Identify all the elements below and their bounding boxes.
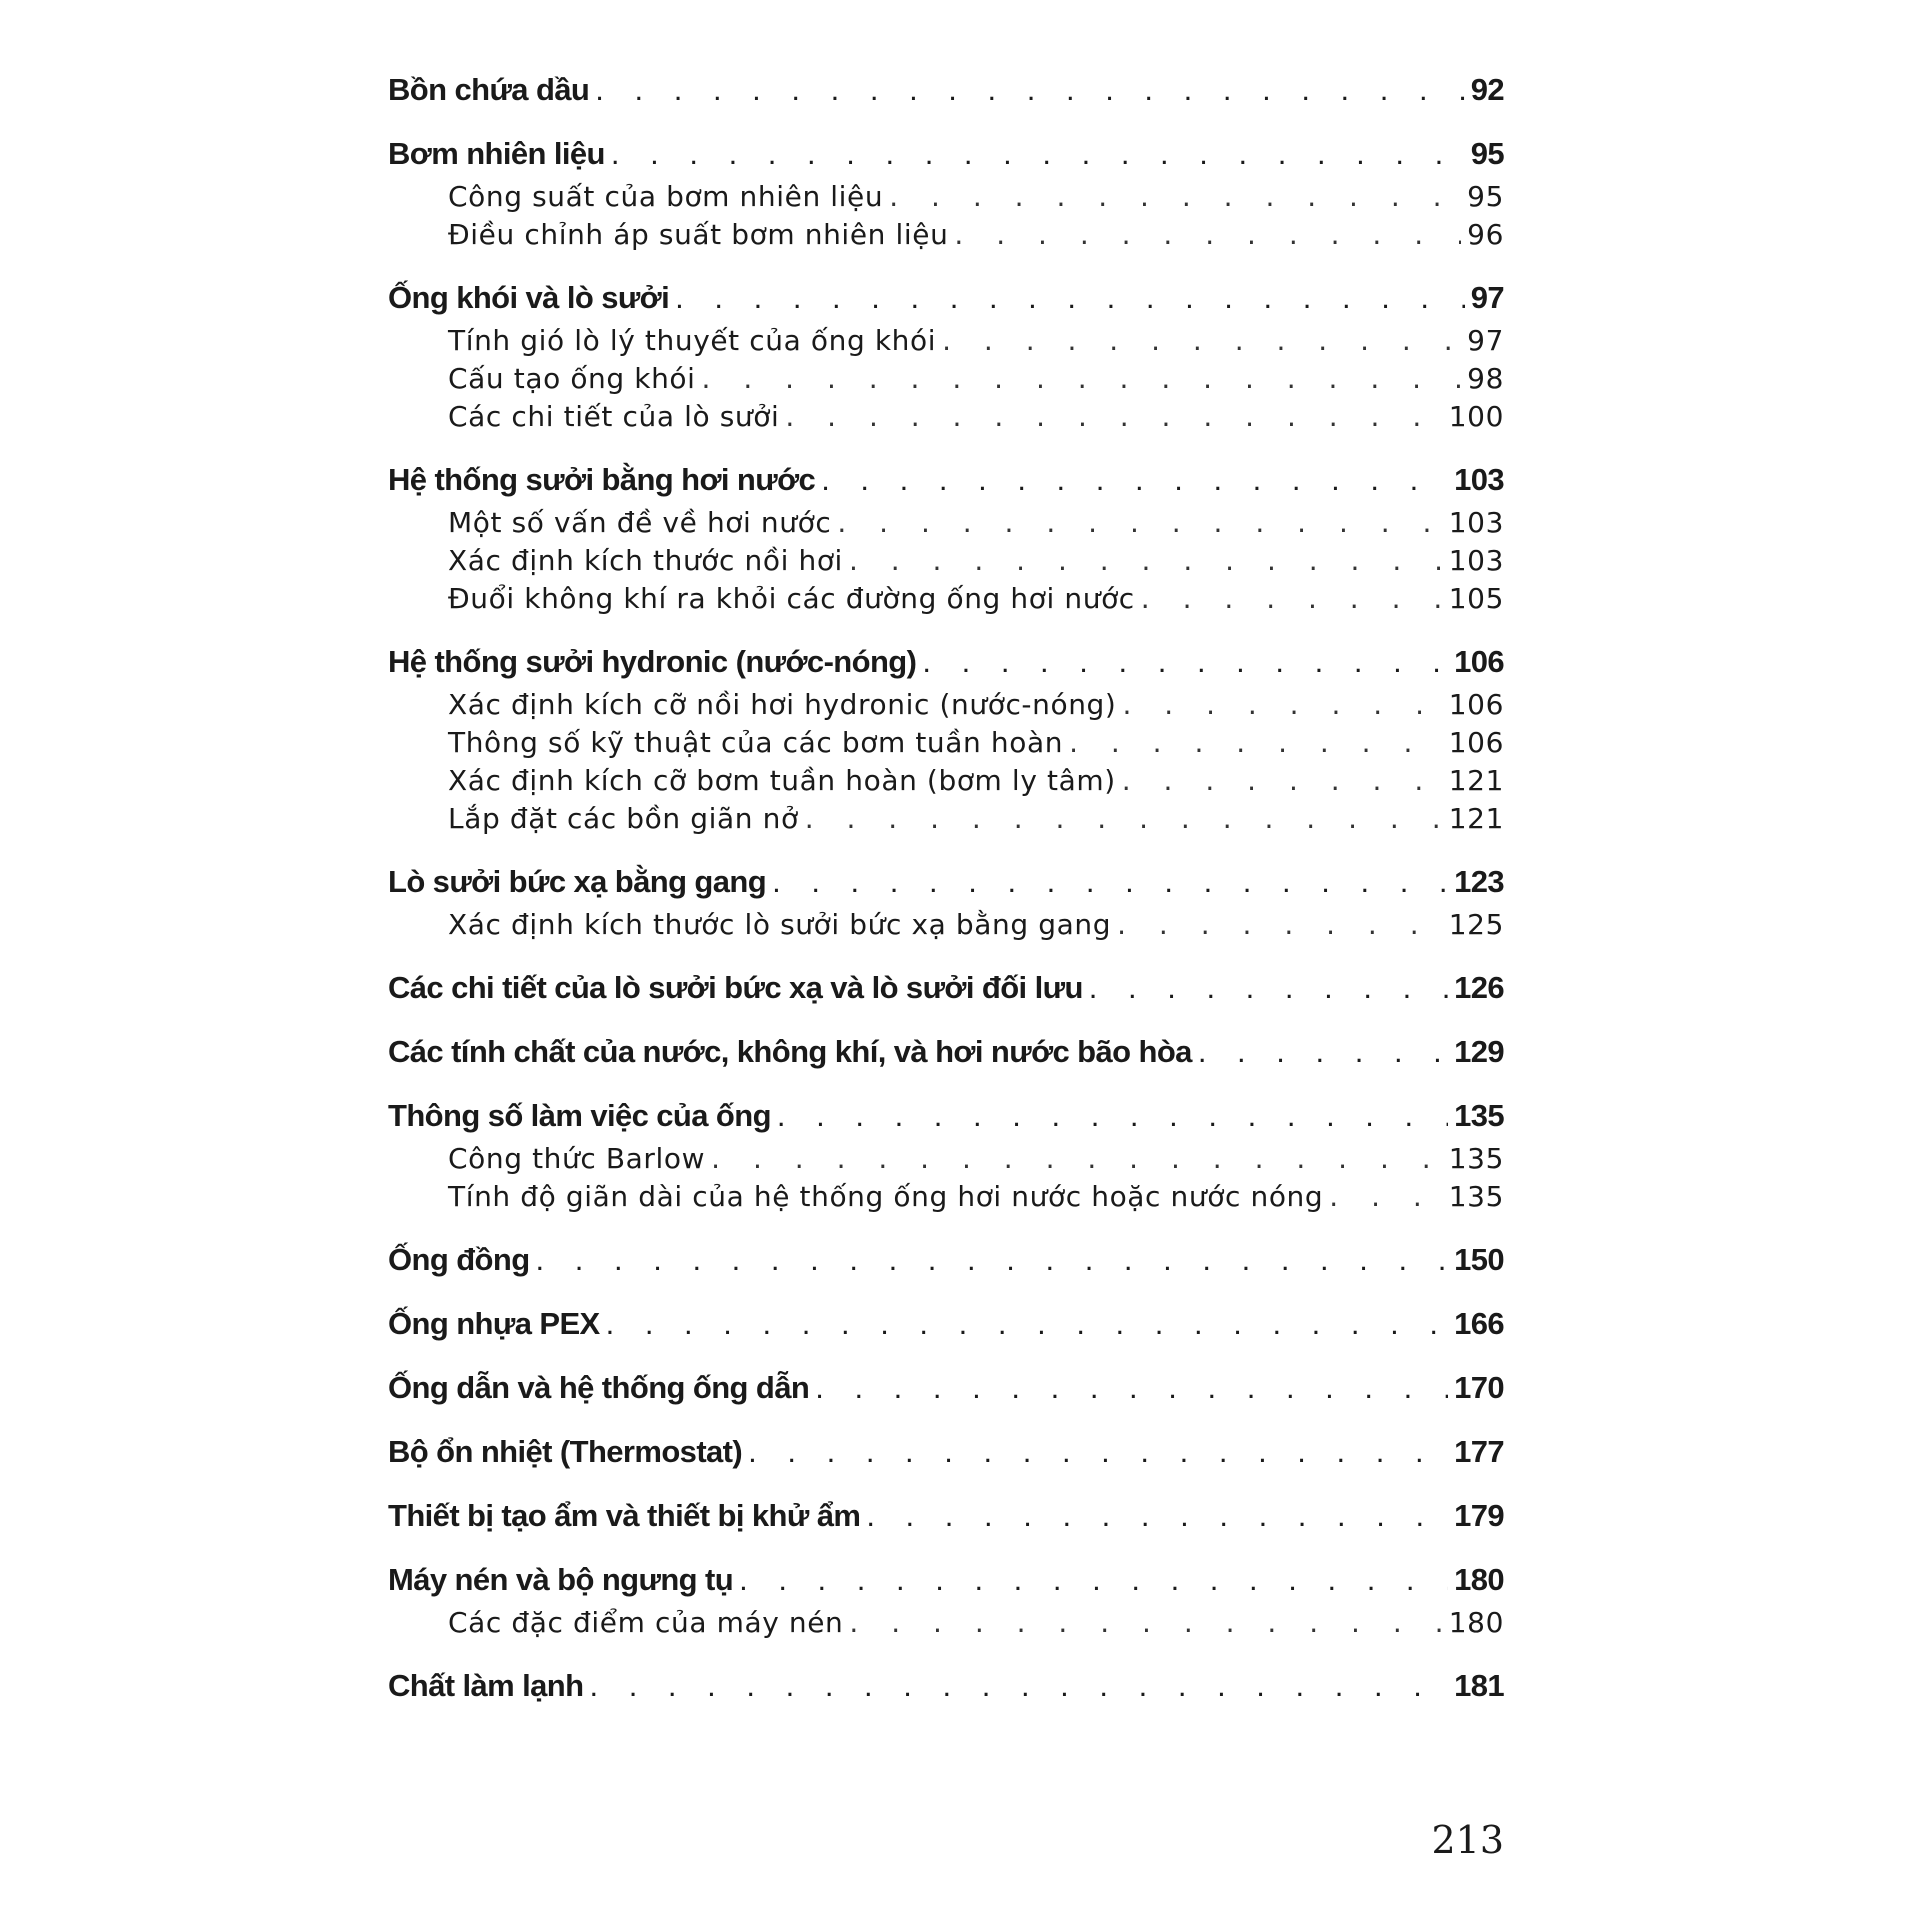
toc-entry-page: 135: [1448, 1142, 1504, 1175]
toc-entry-page: 95: [1467, 180, 1504, 213]
toc-entry-page: 180: [1448, 1606, 1504, 1639]
toc-entry-title: Công suất của bơm nhiên liệu: [448, 180, 884, 213]
toc-entry: [388, 1560, 1504, 1600]
dot-leader: [942, 322, 1461, 360]
toc-entry-title: Hệ thống sưởi bằng hơi nước: [388, 462, 816, 497]
toc-entry-page: 129: [1454, 1034, 1504, 1069]
toc-entry: [388, 1096, 1504, 1136]
toc-entry-title: Các tính chất của nước, không khí, và hơi nước bão hòa: [388, 1034, 1192, 1069]
dot-leader: [1117, 906, 1443, 944]
toc-entry-title: Ống khói và lò sưởi: [388, 280, 670, 315]
dot-leader: [1329, 1178, 1442, 1216]
toc-subentry: [388, 1604, 1504, 1642]
toc-entry: [388, 1666, 1504, 1706]
toc-entry-page: 121: [1448, 764, 1504, 797]
dot-leader: [837, 504, 1442, 542]
toc-entry-page: 125: [1448, 908, 1504, 941]
toc-entry-page: 92: [1470, 72, 1504, 107]
toc-entry-title: Các chi tiết của lò sưởi bức xạ và lò sưởi đối lưu: [388, 970, 1083, 1005]
toc-entry-page: 103: [1454, 462, 1504, 497]
dot-leader: [772, 862, 1448, 902]
dot-leader: [889, 178, 1461, 216]
dot-leader: [536, 1240, 1449, 1280]
toc-entry-page: 135: [1448, 1180, 1504, 1213]
toc-entry: [388, 642, 1504, 682]
toc-subentry: [388, 542, 1504, 580]
toc-entry-page: 96: [1467, 218, 1504, 251]
dot-leader: [815, 1368, 1448, 1408]
toc-entry-page: 100: [1448, 400, 1504, 433]
toc-entry-page: 126: [1454, 970, 1504, 1005]
toc-entry-title: Xác định kích cỡ bơm tuần hoàn (bơm ly tâm): [448, 764, 1116, 797]
dot-leader: [748, 1432, 1448, 1472]
toc-entry-page: 106: [1448, 726, 1504, 759]
toc-entry: [388, 1496, 1504, 1536]
toc-entry-title: Ống nhựa PEX: [388, 1306, 600, 1341]
toc-entry: [388, 1032, 1504, 1072]
toc-entry-page: 95: [1470, 136, 1504, 171]
toc-subentry: [388, 178, 1504, 216]
toc-entry-page: 103: [1448, 544, 1504, 577]
toc-entry: [388, 70, 1504, 110]
toc-subentry: [388, 504, 1504, 542]
toc-entry-page: 121: [1448, 802, 1504, 835]
dot-leader: [849, 1604, 1442, 1642]
toc-entry-title: Ống đồng: [388, 1242, 530, 1277]
dot-leader: [785, 398, 1442, 436]
dot-leader: [922, 642, 1448, 682]
toc-subentry: [388, 216, 1504, 254]
dot-leader: [711, 1140, 1443, 1178]
toc-entry: [388, 1368, 1504, 1408]
toc-subentry: [388, 800, 1504, 838]
dot-leader: [675, 278, 1465, 318]
toc-entry-title: Bồn chứa dầu: [388, 72, 590, 107]
toc-entry-page: 98: [1467, 362, 1504, 395]
toc-entry-title: Các đặc điểm của máy nén: [448, 1606, 844, 1639]
dot-leader: [777, 1096, 1448, 1136]
toc-subentry: [388, 360, 1504, 398]
toc-entry-title: Xác định kích cỡ nồi hơi hydronic (nước-nóng): [448, 688, 1117, 721]
toc-entry-title: Cấu tạo ống khói: [448, 362, 696, 395]
toc-subentry: [388, 398, 1504, 436]
toc-entry-title: Thông số kỹ thuật của các bơm tuần hoàn: [448, 726, 1064, 759]
toc-entry-title: Lắp đặt các bồn giãn nở: [448, 802, 799, 835]
dot-leader: [1069, 724, 1443, 762]
toc-entry-title: Công thức Barlow: [448, 1142, 706, 1175]
dot-leader: [866, 1496, 1448, 1536]
toc-entry-page: 97: [1470, 280, 1504, 315]
toc-entry-title: Hệ thống sưởi hydronic (nước-nóng): [388, 644, 917, 679]
toc-entry: [388, 968, 1504, 1008]
dot-leader: [606, 1304, 1448, 1344]
toc-subentry: [388, 906, 1504, 944]
toc-subentry: [388, 724, 1504, 762]
toc-subentry: [388, 580, 1504, 618]
toc-entry-page: 170: [1454, 1370, 1504, 1405]
dot-leader: [1141, 580, 1443, 618]
toc-entry: [388, 460, 1504, 500]
toc-entry-title: Đuổi không khí ra khỏi các đường ống hơi nước: [448, 582, 1135, 615]
toc-subentry: [388, 686, 1504, 724]
toc-entry-title: Tính gió lò lý thuyết của ống khói: [448, 324, 937, 357]
toc-subentry: [388, 1140, 1504, 1178]
toc-entry-page: 180: [1454, 1562, 1504, 1597]
toc-entry-title: Thông số làm việc của ống: [388, 1098, 771, 1133]
toc-entry-page: 106: [1454, 644, 1504, 679]
dot-leader: [589, 1666, 1448, 1706]
toc-entry-page: 106: [1448, 688, 1504, 721]
toc-subentry: [388, 1178, 1504, 1216]
toc-entry-title: Chất làm lạnh: [388, 1668, 584, 1703]
dot-leader: [1122, 686, 1442, 724]
toc-entry-page: 97: [1467, 324, 1504, 357]
toc-entry-page: 135: [1454, 1098, 1504, 1133]
toc-entry-page: 123: [1454, 864, 1504, 899]
toc-entry-page: 179: [1454, 1498, 1504, 1533]
toc-entry-title: Ống dẫn và hệ thống ống dẫn: [388, 1370, 810, 1405]
toc-entry-title: Các chi tiết của lò sưởi: [448, 400, 780, 433]
toc-entry-page: 166: [1454, 1306, 1504, 1341]
toc-entry-title: Điều chỉnh áp suất bơm nhiên liệu: [448, 218, 949, 251]
dot-leader: [954, 216, 1461, 254]
dot-leader: [849, 542, 1443, 580]
toc-entry: [388, 278, 1504, 318]
dot-leader: [821, 460, 1448, 500]
toc-entry: [388, 134, 1504, 174]
table-of-contents: [388, 70, 1504, 1706]
dot-leader: [702, 360, 1462, 398]
toc-entry-page: 150: [1454, 1242, 1504, 1277]
toc-entry-title: Thiết bị tạo ẩm và thiết bị khử ẩm: [388, 1498, 861, 1533]
toc-entry: [388, 1432, 1504, 1472]
page-number: 213: [1431, 1818, 1504, 1862]
toc-entry-page: 105: [1448, 582, 1504, 615]
toc-entry-title: Bộ ổn nhiệt (Thermostat): [388, 1434, 743, 1469]
dot-leader: [1122, 762, 1443, 800]
dot-leader: [739, 1560, 1448, 1600]
toc-entry: [388, 862, 1504, 902]
dot-leader: [1198, 1032, 1448, 1072]
toc-entry-page: 177: [1454, 1434, 1504, 1469]
toc-entry-title: Bơm nhiên liệu: [388, 136, 605, 171]
toc-entry-title: Máy nén và bộ ngưng tụ: [388, 1562, 734, 1597]
toc-subentry: [388, 762, 1504, 800]
toc-entry-title: Tính độ giãn dài của hệ thống ống hơi nước hoặc nước nóng: [448, 1180, 1324, 1213]
toc-entry: [388, 1240, 1504, 1280]
toc-entry-title: Một số vấn đề về hơi nước: [448, 506, 832, 539]
dot-leader: [611, 134, 1465, 174]
toc-entry-page: 103: [1448, 506, 1504, 539]
toc-entry-title: Xác định kích thước lò sưởi bức xạ bằng gang: [448, 908, 1112, 941]
toc-entry-page: 181: [1454, 1668, 1504, 1703]
dot-leader: [595, 70, 1464, 110]
toc-entry-title: Lò sưởi bức xạ bằng gang: [388, 864, 767, 899]
dot-leader: [1089, 968, 1448, 1008]
dot-leader: [805, 800, 1443, 838]
toc-entry: [388, 1304, 1504, 1344]
toc-entry-title: Xác định kích thước nồi hơi: [448, 544, 843, 577]
toc-subentry: [388, 322, 1504, 360]
